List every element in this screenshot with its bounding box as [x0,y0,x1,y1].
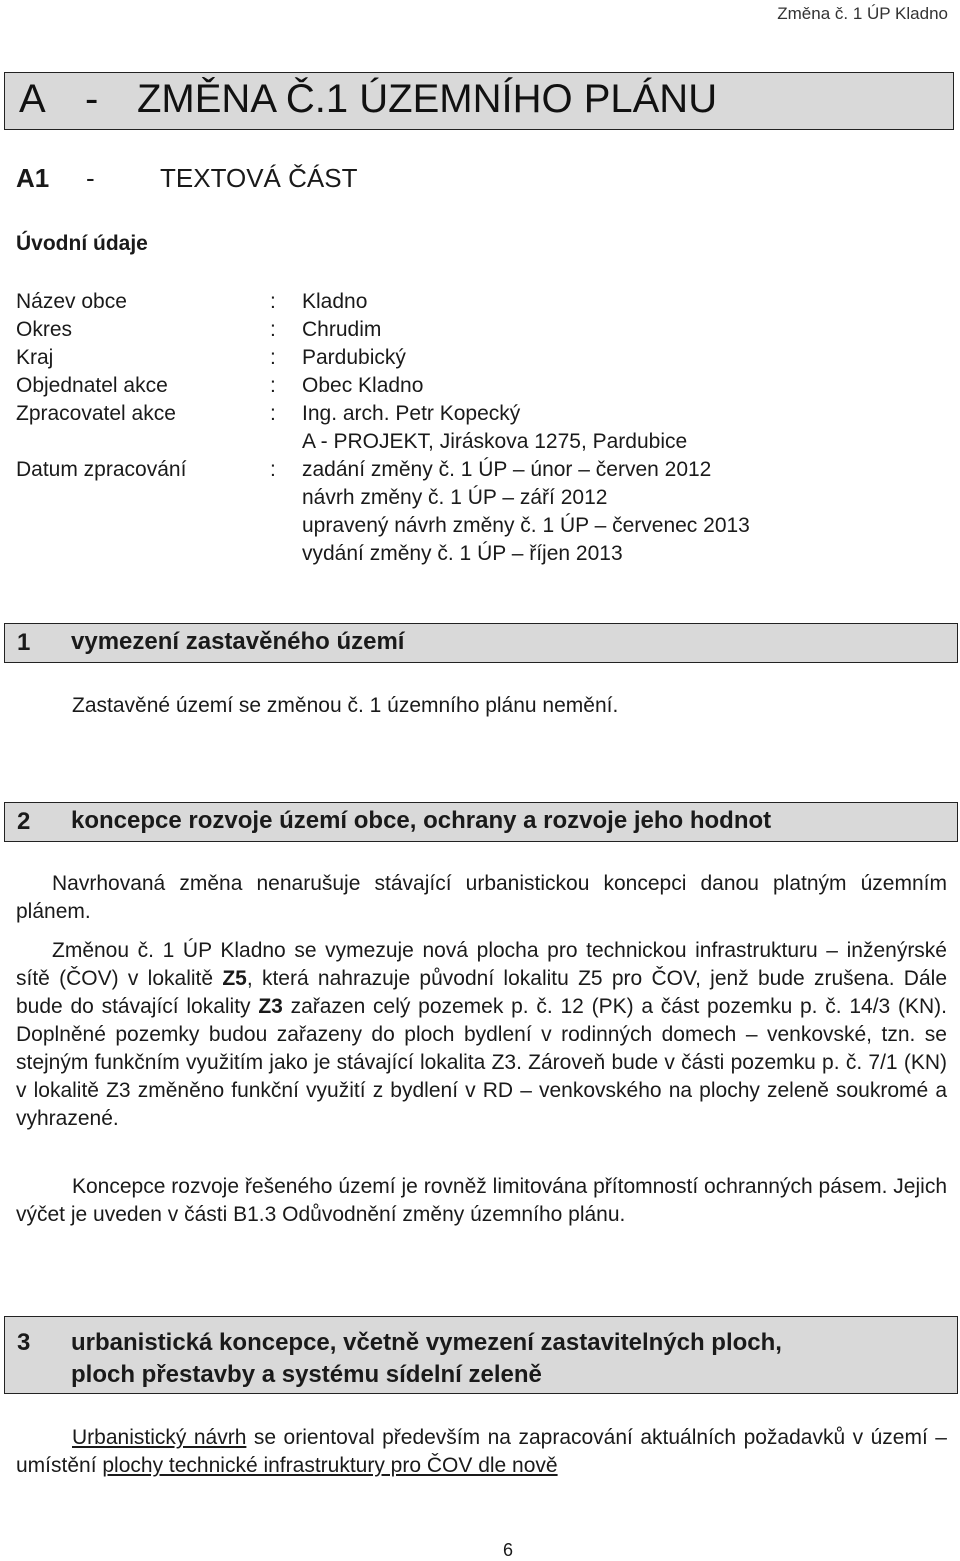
section-1-text: Zastavěné území se změnou č. 1 územního plánu nemění. [72,694,619,717]
section-title: vymezení zastavěného území [71,628,405,655]
date-label: Datum zpracování [16,458,187,481]
main-title: ZMĚNA Č.1 ÚZEMNÍHO PLÁNU [137,77,718,121]
section-title: koncepce rozvoje území obce, ochrany a rozvoje jeho hodnot [71,807,772,834]
meta-value: Pardubický [302,346,406,369]
section-2-paragraph-2: Změnou č. 1 ÚP Kladno se vymezuje nová plocha pro technickou infrastrukturu – inženýrské sítě (ČOV) v lokalitě Z5, která nahrazuje původní lokalitu Z5 pro ČOV, jenž bude zrušena. Dále bude do stávající lokality Z3 zařazen celý pozemek p. č. 12 (PK) a část pozemku p. č. 14/3 (KN). Doplněné pozemky budou zařazeny do ploch bydlení v rodinných domech – venkovské, tzn. se stejným funkčním využitím jako je stávající lokalita Z3. Zároveň bude v části pozemku p. č. 7/1 (KN) v lokalitě Z3 změněno funkční využití z bydlení v RD – venkovského na plochy zeleně soukromé a vyhrazené. [16,939,947,1130]
meta-label: Zpracovatel akce [16,402,176,425]
subtitle-code: A1 [16,163,50,193]
section-1-heading [4,623,958,663]
date-line: upravený návrh změny č. 1 ÚP – červenec 2013 [302,514,750,537]
section-2-heading [4,802,958,842]
meta-label: Objednatel akce [16,374,168,397]
date-line: návrh změny č. 1 ÚP – září 2012 [302,486,608,509]
title-dash: - [85,77,99,121]
processor-address: A - PROJEKT, Jiráskova 1275, Pardubice [302,430,688,453]
meta-label: Okres [16,318,73,341]
meta-colon: : [270,402,276,425]
date-colon: : [270,458,276,481]
subtitle-dash: - [86,163,95,193]
meta-colon: : [270,318,276,341]
meta-value: Ing. arch. Petr Kopecký [302,402,521,425]
section-number: 3 [17,1329,31,1356]
title-letter: A [19,77,46,121]
date-line: zadání změny č. 1 ÚP – únor – červen 2012 [302,458,712,481]
meta-value: Chrudim [302,318,382,341]
meta-value: Kladno [302,290,368,313]
meta-colon: : [270,346,276,369]
section-number: 2 [17,808,31,835]
section-2-paragraph-1: Navrhovaná změna nenarušuje stávající urbanistickou koncepci danou platným územním plánem. [16,872,947,923]
running-header: Změna č. 1 ÚP Kladno [777,4,948,23]
meta-label: Kraj [16,346,54,369]
section-2-paragraph-3: Koncepce rozvoje řešeného území je rovněž limitována přítomností ochranných pásem. Jejich výčet je uveden v části B1.3 Odůvodnění změny územního plánu. [16,1175,947,1226]
section-number: 1 [17,629,31,656]
date-line: vydání změny č. 1 ÚP – říjen 2013 [302,542,623,565]
subtitle-text: TEXTOVÁ ČÁST [160,163,358,193]
main-title-box [4,72,954,130]
meta-colon: : [270,374,276,397]
section-3-heading [4,1316,958,1394]
meta-colon: : [270,290,276,313]
meta-value: Obec Kladno [302,374,424,397]
intro-heading: Úvodní údaje [16,232,148,255]
meta-label: Název obce [16,290,127,313]
page-number: 6 [503,1540,514,1560]
section-3-paragraph-1: Urbanistický návrh se orientoval především na zapracování aktuálních požadavků v území – umístění plochy technické infrastruktury pro ČOV dle nově [16,1426,947,1477]
section-title: urbanistická koncepce, včetně vymezení zastavitelných ploch, ploch přestavby a systému sídelní zeleně [71,1329,782,1388]
